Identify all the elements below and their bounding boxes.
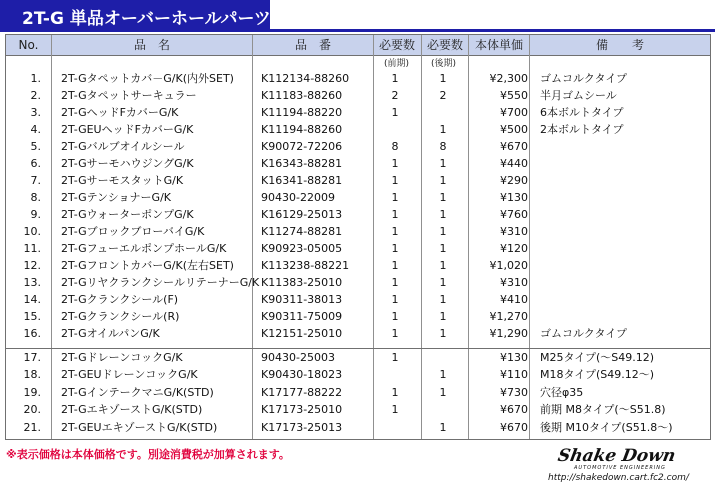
unit-price: ¥410	[500, 293, 528, 306]
header-price: 本体単価	[474, 38, 523, 52]
qty-late: 1	[439, 191, 447, 204]
title-underline	[0, 29, 715, 32]
table-row	[6, 384, 710, 401]
qty-late: 1	[439, 385, 447, 399]
table-row	[6, 87, 710, 104]
qty-late: 1	[439, 208, 447, 221]
row-number: 19.	[23, 385, 41, 399]
part-number: K11194-88220	[261, 106, 343, 119]
part-name: 2T-GサーモスタットG/K	[61, 174, 184, 187]
qty-late: 1	[439, 225, 447, 238]
logo-subtext: AUTOMOTIVE ENGINEERING	[574, 465, 666, 471]
part-name: 2T-GインテークマニG/K(STD)	[61, 385, 214, 399]
unit-price: ¥130	[500, 191, 528, 204]
header-note: 備 考	[595, 38, 644, 52]
part-number: K90311-75009	[261, 310, 343, 323]
part-name: 2T-GフロントカバーG/K(左右SET)	[61, 259, 234, 272]
part-name: 2T-GEUヘッドFカバーG/K	[61, 123, 194, 136]
table-row	[6, 121, 710, 138]
qty-late: 1	[439, 259, 447, 272]
part-name: 2T-GEUエキゾーストG/K(STD)	[61, 420, 218, 434]
qty-late: 1	[439, 310, 447, 323]
qty-early	[382, 121, 408, 138]
row-number: 8.	[30, 191, 41, 204]
unit-price: ¥2,300	[489, 72, 528, 85]
unit-price: ¥130	[500, 351, 528, 364]
qty-early: 1	[391, 276, 399, 289]
part-number: 90430-25003	[261, 351, 335, 364]
remarks: M25タイプ(～S49.12)	[540, 351, 654, 364]
unit-price: ¥290	[500, 174, 528, 187]
row-number: 3.	[30, 106, 41, 119]
qty-early: 1	[391, 403, 399, 417]
qty-early: 1	[391, 72, 399, 85]
unit-price: ¥1,290	[489, 327, 528, 340]
header-qty-early: 必要数	[378, 38, 415, 52]
part-name: 2T-Gタペットサーキュラー	[61, 89, 197, 102]
unit-price: ¥700	[500, 106, 528, 119]
table-row	[6, 308, 710, 325]
unit-price: ¥670	[500, 140, 528, 153]
unit-price: ¥730	[500, 385, 528, 399]
qty-early-subheader: (前期)	[384, 59, 410, 69]
row-number: 4.	[30, 123, 41, 136]
part-number: 90430-22009	[261, 191, 335, 204]
header-no: No.	[18, 38, 39, 52]
table-row	[6, 155, 710, 172]
unit-price: ¥670	[500, 420, 528, 434]
part-name: 2T-GサーモハウジングG/K	[61, 157, 194, 170]
part-number: K17173-25013	[261, 420, 343, 434]
row-number: 14.	[23, 293, 41, 306]
part-number: K11274-88281	[261, 225, 343, 238]
unit-price: ¥1,270	[489, 310, 528, 323]
header-name: 品 名	[133, 38, 170, 52]
table-row	[6, 240, 710, 257]
table-row	[6, 401, 710, 418]
unit-price: ¥310	[500, 276, 528, 289]
row-number: 9.	[30, 208, 41, 221]
part-name: 2T-GドレーンコックG/K	[61, 351, 183, 364]
unit-price: ¥760	[500, 208, 528, 221]
unit-price: ¥310	[500, 225, 528, 238]
qty-late	[429, 104, 457, 121]
row-number: 10.	[23, 225, 41, 238]
part-name: 2T-GEUドレーンコックG/K	[61, 368, 198, 382]
qty-early: 1	[391, 385, 399, 399]
part-name: 2T-GエキゾーストG/K(STD)	[61, 403, 203, 417]
remarks: 2本ボルトタイプ	[540, 123, 624, 136]
qty-early: 1	[391, 106, 399, 119]
remarks: ゴムコルクタイプ	[540, 72, 628, 85]
part-number: K16129-25013	[261, 208, 343, 221]
part-number: K90923-05005	[261, 242, 343, 255]
part-name: 2T-GオイルパンG/K	[61, 327, 160, 340]
table-row	[6, 70, 710, 87]
qty-late: 1	[439, 368, 447, 382]
table-row	[6, 274, 710, 291]
shakedown-logo	[548, 446, 689, 486]
table-row	[6, 419, 710, 436]
qty-early	[382, 419, 408, 436]
header-part-number: 品 番	[294, 38, 331, 52]
qty-late: 2	[439, 89, 447, 102]
part-number: K90311-38013	[261, 293, 343, 306]
row-number: 11.	[23, 242, 41, 255]
table-row	[6, 257, 710, 274]
remarks: M18タイプ(S49.12～)	[540, 368, 654, 382]
part-name: 2T-GテンショナーG/K	[61, 191, 172, 204]
qty-early: 1	[391, 293, 399, 306]
header-qty-late: 必要数	[426, 38, 463, 52]
part-name: 2T-GフューエルポンプホールG/K	[61, 242, 227, 255]
part-name: 2T-Gクランクシール(R)	[61, 310, 180, 323]
unit-price: ¥550	[500, 89, 528, 102]
part-number: K112134-88260	[261, 72, 350, 85]
unit-price: ¥1,020	[489, 259, 528, 272]
part-number: K11183-88260	[261, 89, 343, 102]
part-name: 2T-GウォーターポンプG/K	[61, 208, 194, 221]
part-number: K17173-25010	[261, 403, 343, 417]
part-number: K12151-25010	[261, 327, 343, 340]
part-name: 2T-GリヤクランクシールリテーナーG/K	[61, 276, 260, 289]
part-number: K17177-88222	[261, 385, 343, 399]
row-number: 1.	[30, 72, 41, 85]
qty-late: 1	[439, 174, 447, 187]
row-number: 21.	[23, 420, 41, 434]
remarks: 半月ゴムシール	[540, 89, 617, 102]
qty-late: 1	[439, 420, 447, 434]
qty-early: 1	[391, 310, 399, 323]
page-title: 2T-G 単品オーバーホールパーツ	[22, 9, 271, 29]
row-number: 13.	[23, 276, 41, 289]
unit-price: ¥500	[500, 123, 528, 136]
unit-price: ¥120	[500, 242, 528, 255]
qty-late-subheader: (後期)	[431, 59, 457, 69]
row-number: 6.	[30, 157, 41, 170]
qty-late: 1	[439, 157, 447, 170]
qty-early: 1	[391, 157, 399, 170]
qty-early: 2	[391, 89, 399, 102]
remarks: 6本ボルトタイプ	[540, 106, 624, 119]
row-number: 12.	[23, 259, 41, 272]
qty-early: 1	[391, 327, 399, 340]
qty-early: 1	[391, 242, 399, 255]
qty-late	[429, 401, 457, 418]
row-number: 2.	[30, 89, 41, 102]
qty-late: 1	[439, 293, 447, 306]
table-row	[6, 366, 710, 383]
qty-late: 1	[439, 327, 447, 340]
table-row	[6, 223, 710, 240]
remarks: 後期 M10タイプ(S51.8～)	[540, 420, 673, 434]
part-number: K16341-88281	[261, 174, 343, 187]
table-row	[6, 104, 710, 121]
remarks: ゴムコルクタイプ	[540, 327, 628, 340]
table-row	[6, 138, 710, 155]
remarks: 穴径φ35	[540, 385, 584, 399]
qty-early: 1	[391, 208, 399, 221]
unit-price: ¥440	[500, 157, 528, 170]
qty-early: 1	[391, 174, 399, 187]
qty-early: 1	[391, 191, 399, 204]
qty-early: 1	[391, 351, 399, 364]
row-number: 18.	[23, 368, 41, 382]
qty-early: 8	[391, 140, 399, 153]
table-row	[6, 206, 710, 223]
row-number: 20.	[23, 403, 41, 417]
part-name: 2T-GヘッドFカバーG/K	[61, 106, 179, 119]
row-number: 7.	[30, 174, 41, 187]
table-row	[6, 189, 710, 206]
title-bar	[0, 0, 270, 30]
qty-late: 1	[439, 276, 447, 289]
part-name: 2T-Gバルブオイルシール	[61, 140, 185, 153]
part-number: K113238-88221	[261, 259, 350, 272]
remarks: 前期 M8タイプ(～S51.8)	[540, 403, 666, 417]
table-row	[6, 349, 710, 366]
shop-url[interactable]: http://shakedown.cart.fc2.com/	[548, 473, 689, 483]
part-number: K11383-25010	[261, 276, 343, 289]
part-number: K90430-18023	[261, 368, 343, 382]
part-number: K90072-72206	[261, 140, 343, 153]
part-name: 2T-Gタペットカバ－G/K(内外SET)	[61, 72, 234, 85]
row-number: 16.	[23, 327, 41, 340]
unit-price: ¥670	[500, 403, 528, 417]
tax-notice: ※表示価格は本体価格です。別途消費税が加算されます。	[6, 448, 290, 461]
table-row	[6, 172, 710, 189]
qty-late: 1	[439, 242, 447, 255]
row-number: 15.	[23, 310, 41, 323]
qty-early: 1	[391, 259, 399, 272]
part-name: 2T-GブロックブローバイG/K	[61, 225, 205, 238]
row-number: 5.	[30, 140, 41, 153]
unit-price: ¥110	[500, 368, 528, 382]
part-number: K11194-88260	[261, 123, 343, 136]
qty-early	[382, 366, 408, 383]
logo-text: Shake Down	[556, 446, 678, 466]
qty-late	[429, 349, 457, 366]
table-row	[6, 291, 710, 308]
qty-late: 1	[439, 72, 447, 85]
table-row	[6, 325, 710, 342]
part-name: 2T-Gクランクシール(F)	[61, 293, 179, 306]
qty-early: 1	[391, 225, 399, 238]
row-number: 17.	[23, 351, 41, 364]
qty-late: 8	[439, 140, 447, 153]
part-number: K16343-88281	[261, 157, 343, 170]
qty-late: 1	[439, 123, 447, 136]
table-header	[6, 35, 710, 56]
